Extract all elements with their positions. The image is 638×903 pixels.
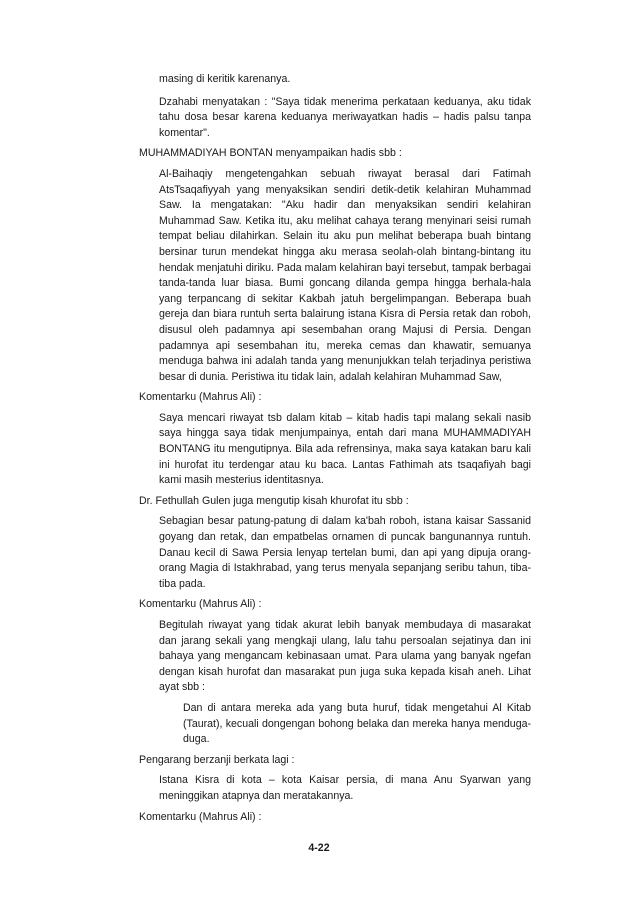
heading-komentar-1: Komentarku (Mahrus Ali) : — [139, 391, 262, 404]
paragraph-komentar-2: Begitulah riwayat yang tidak akurat lebih banyak membudaya di masarakat dan jarang sekali yang mengkaji ulang, lalu tahu persoalan sejatinya dan ini bahaya yang mengancam kebinasaan umat. Para ulama yang banyak ngefan dengan kisah hurofat dan masarakat pun juga suka kepada kisah aneh. Lihat ayat sbb : — [159, 619, 531, 694]
quote-berzanji: Istana Kisra di kota – kota Kaisar persia, di mana Anu Syarwan yang meninggikan atapnya dan meratakannya. — [159, 774, 531, 802]
heading-gulen: Dr. Fethullah Gulen juga mengutip kisah khurofat itu sbb : — [139, 494, 409, 507]
quote-ayat: Dan di antara mereka ada yang buta huruf, tidak mengetahui Al Kitab (Taurat), kecuali dongengan bohong belaka dan mereka hanya menduga-duga. — [183, 701, 531, 746]
paragraph-continuation: masing di keritik karenanya. — [159, 73, 291, 85]
quote-gulen: Sebagian besar patung-patung di dalam ka'bah roboh, istana kaisar Sassanid goyang dan retak, dan empatbelas ornamen di puncak bangunannya runtuh. Danau kecil di Sawa Persia lenyap tertelan bumi, dan api yang dipuja orang-orang Magia di Istakhrabad, yang terus menyala sepanjang seribu tahun, tiba-tiba pada. — [159, 515, 531, 590]
paragraph-dzahabi: Dzahabi menyatakan : "Saya tidak menerima perkataan keduanya, aku tidak tahu dosa besar karena keduanya meriwayatkan hadis – hadis palsu tanpa komentar". — [159, 95, 531, 139]
heading-komentar-2: Komentarku (Mahrus Ali) : — [139, 598, 262, 611]
heading-berzanji: Pengarang berzanji berkata lagi : — [139, 753, 295, 766]
paragraph-komentar-1: Saya mencari riwayat tsb dalam kitab – kitab hadis tapi malang sekali nasib saya hingga saya tidak menjumpainya, entah dari mana MUHAMMADIYAH BONTANG itu mengutipnya. Bila ada refrensinya, maka saya katakan baru kali ini hurofat itu terdengar atau ku baca. Lantas Fathimah ats tsaqafiyah bagi kami masih mesterius identitasnya. — [159, 411, 531, 487]
quote-baihaqiy: Al-Baihaqiy mengetengahkan sebuah riwayat berasal dari Fatimah AtsTsaqafiyyah yang menyaksikan sendiri detik-detik kelahiran Muhammad Saw. Ia mengatakan: "Aku hadir dan menyaksikan sendiri kelahiran Muhammad Saw. Ketika itu, aku melihat cahaya terang menyinari seisi rumah tempat beliau dilahirkan. Selain itu aku pun melihat beberapa buah bintang bersinar turun mendekat hingga aku merasa seolah-olah bintang-bintang itu hendak menjatuhi diriku. Pada malam kelahiran bayi tersebut, tampak berbagai tanda-tanda luar biasa. Bumi goncang dilanda gempa hingga berhala-hala yang terpancang di sekitar Kakbah jatuh bergelimpangan. Beberapa buah gereja dan biara runtuh serta balairung istana Kisra di Persia retak dan roboh, disusul oleh padamnya api sesembahan orang Majusi di Persia. Dengan padamnya api sesembahan itu, mereka cemas dan khawatir, semuanya menduga bahwa ini adalah tanda yang menunjukkan telah terjadinya peristiwa besar di dunia. Peristiwa itu tidak lain, adalah kelahiran Muhammad Saw, — [159, 167, 531, 383]
heading-komentar-3: Komentarku (Mahrus Ali) : — [139, 810, 262, 823]
heading-muhammadiyah: MUHAMMADIYAH BONTAN menyampaikan hadis sbb : — [139, 147, 402, 160]
page-number: 4-22 — [308, 842, 330, 854]
body-text — [139, 72, 531, 825]
